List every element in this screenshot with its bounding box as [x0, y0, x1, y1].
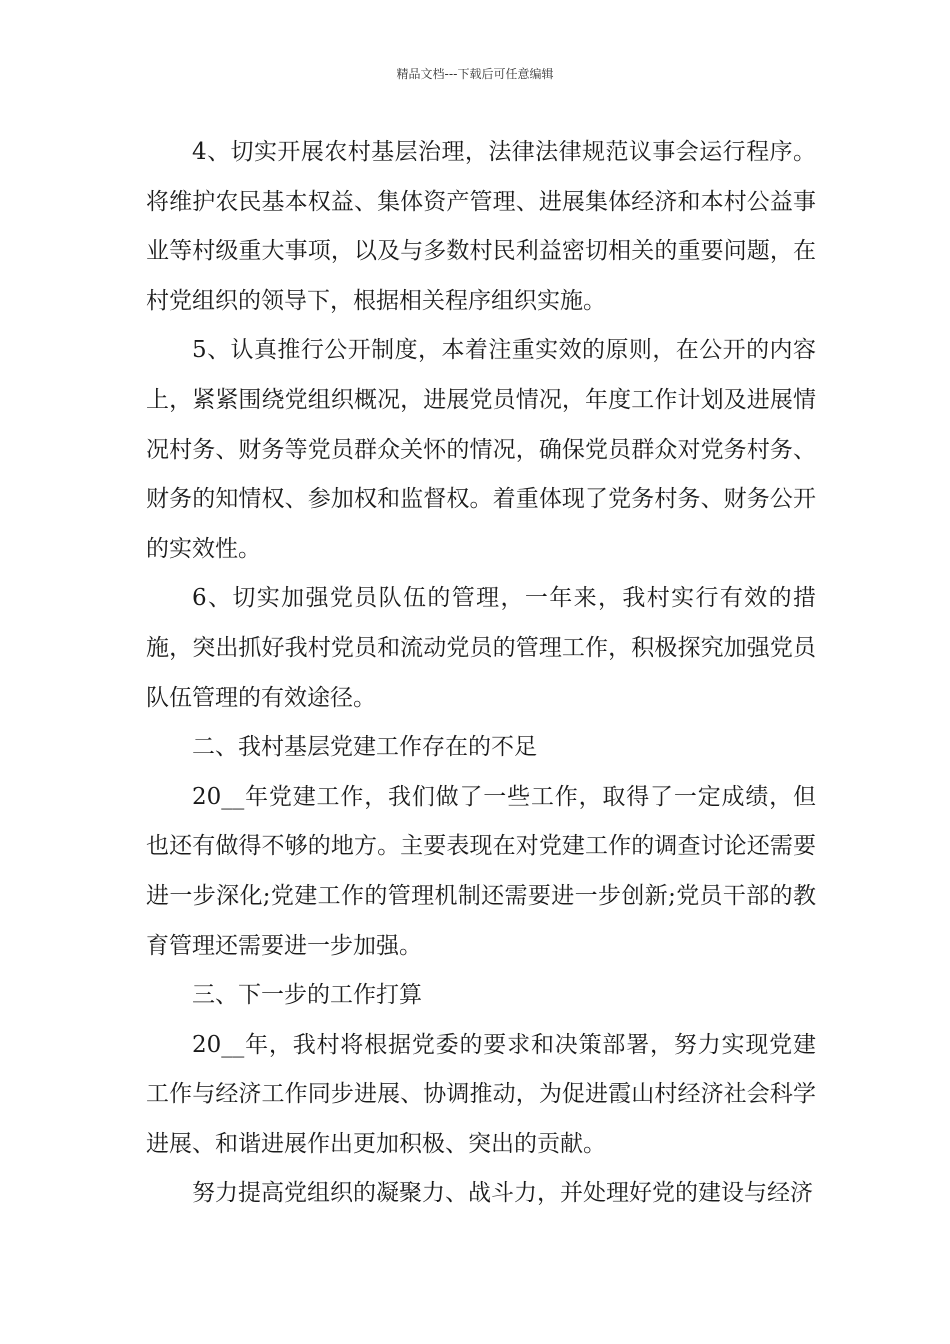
paragraph-item-5: 5、认真推行公开制度，本着注重实效的原则，在公开的内容上，紧紧围绕党组织概况，进展党员情况，年度工作计划及进展情况村务、财务等党员群众关怀的情况，确保党员群众对党务村务、财务的知情权、参加权和监督权。着重体现了党务村务、财务公开的实效性。	[146, 337, 816, 562]
paragraph-item-4: 4、切实开展农村基层治理，法律法律规范议事会运行程序。将维护农民基本权益、集体资产管理、进展集体经济和本村公益事业等村级重大事项，以及与多数村民利益密切相关的重要问题，在村党组织的领导下，根据相关程序组织实施。	[146, 139, 816, 314]
section-heading-shortcomings: 二、我村基层党建工作存在的不足	[192, 734, 537, 761]
page-header: 精品文档---下载后可任意编辑	[396, 67, 554, 81]
document-body	[146, 128, 816, 1219]
paragraph-next-steps: 20__年，我村将根据党委的要求和决策部署，努力实现党建工作与经济工作同步进展、协调推动，为促进霞山村经济社会科学进展、和谐进展作出更加积极、突出的贡献。	[146, 1031, 816, 1157]
paragraph-shortcomings: 20__年党建工作，我们做了一些工作，取得了一定成绩，但也还有做得不够的地方。主要表现在对党建工作的调查讨论还需要进一步深化;党建工作的管理机制还需要进一步创新;党员干部的教育管理还需要进一步加强。	[146, 783, 816, 959]
section-heading-next-steps: 三、下一步的工作打算	[192, 982, 422, 1009]
paragraph-item-6: 6、切实加强党员队伍的管理，一年来，我村实行有效的措施，突出抓好我村党员和流动党员的管理工作，积极探究加强党员队伍管理的有效途径。	[146, 585, 816, 711]
paragraph-improve-cohesion: 努力提高党组织的凝聚力、战斗力，并处理好党的建设与经济	[192, 1180, 813, 1207]
